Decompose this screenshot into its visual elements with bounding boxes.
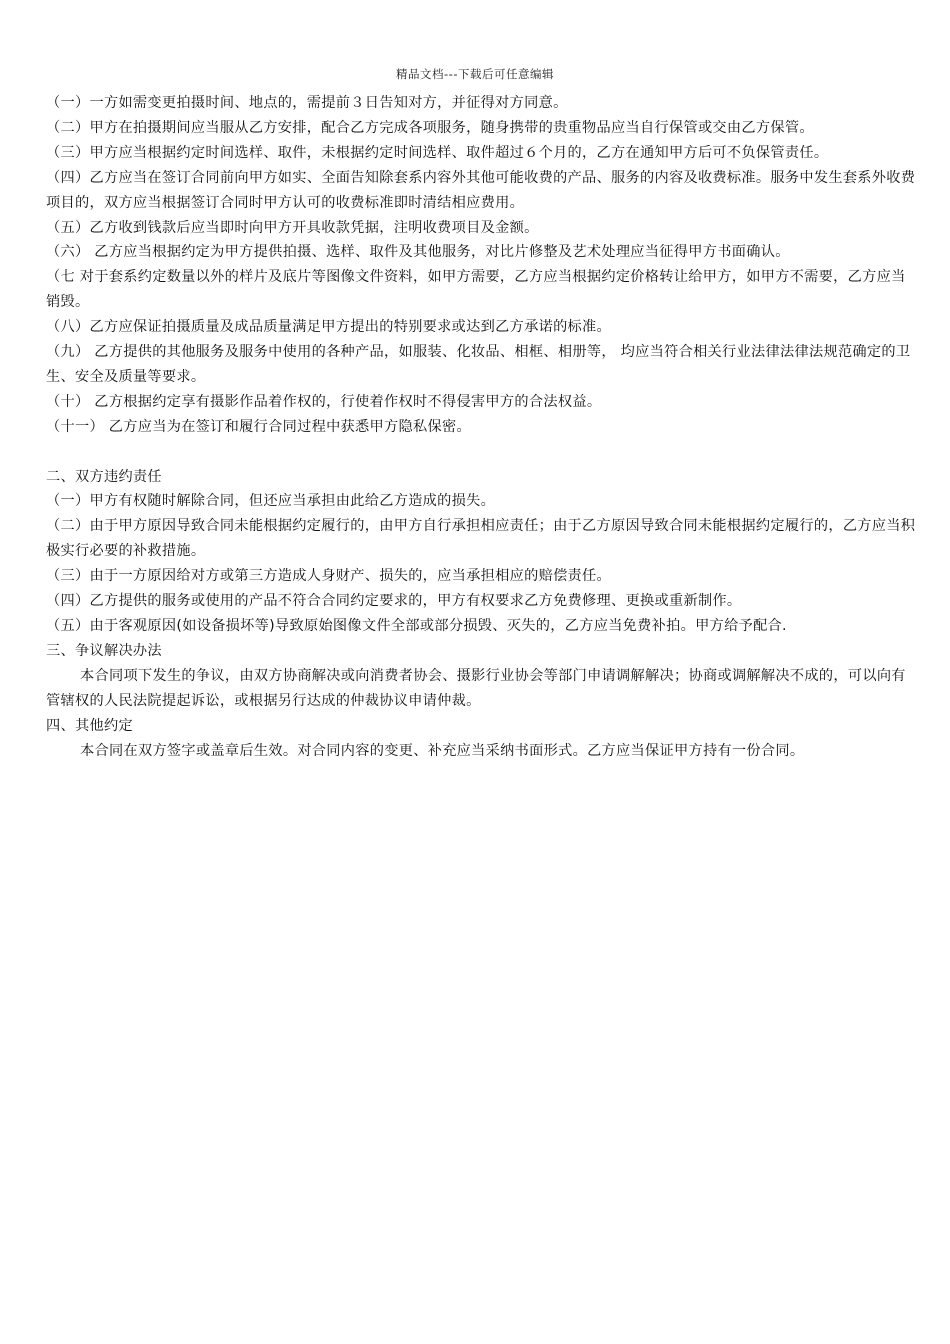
section-3-body: 本合同项下发生的争议，由双方协商解决或向消费者协会、摄影行业协会等部门申请调解解决；协商或调解解决不成的，可以向有管辖权的人民法院提起诉讼，或根据另行达成的仲裁协议申请仲裁。 xyxy=(46,667,906,709)
clause-1-9: （九） 乙方提供的其他服务及服务中使用的各种产品，如服装、化妆品、相框、相册等， 均应当符合相关行业法律法律法规范确定的卫生、安全及质量等要求。 xyxy=(46,344,911,385)
clause-2-5: （五）由于客观原因(如设备损坏等)导致原始图像文件全部或部分损毁、灭失的，乙方应当免费补拍。甲方给予配合. xyxy=(46,618,787,635)
section-4-title: 四、其他约定 xyxy=(46,717,133,734)
section-2-title: 二、双方违约责任 xyxy=(46,468,162,485)
clause-1-1: （一）一方如需变更拍摄时间、地点的，需提前３日告知对方，并征得对方同意。 xyxy=(46,95,568,111)
clause-1-8: （八）乙方应保证拍摄质量及成品质量满足甲方提出的特别要求或达到乙方承诺的标准。 xyxy=(46,319,612,336)
section-4-body: 本合同在双方签字或盖章后生效。对合同内容的变更、补充应当采纳书面形式。乙方应当保证甲方持有一份合同。 xyxy=(80,742,805,759)
clause-1-3: （三）甲方应当根据约定时间选样、取件，未根据约定时间选样、取件超过６个月的，乙方在通知甲方后可不负保管责任。 xyxy=(46,144,829,161)
clause-1-4: （四）乙方应当在签订合同前向甲方如实、全面告知除套系内容外其他可能收费的产品、服务的内容及收费标准。服务中发生套系外收费项目的，双方应当根据签订合同时甲方认可的收费标准即时清结相应费用。 xyxy=(46,169,916,211)
clause-1-6: （六） 乙方应当根据约定为甲方提供拍摄、选样、取件及其他服务，对比片修整及艺术处理应当征得甲方书面确认。 xyxy=(46,244,790,261)
clause-2-3: （三）由于一方原因给对方或第三方造成人身财产、损失的，应当承担相应的赔偿责任。 xyxy=(46,568,612,585)
page-header: 精品文档---下载后可任意编辑 xyxy=(396,67,554,81)
clause-2-2: （二）由于甲方原因导致合同未能根据约定履行的，由甲方自行承担相应责任；由于乙方原因导致合同未能根据约定履行的，乙方应当积极实行必要的补救措施。 xyxy=(46,518,916,560)
clause-2-1: （一）甲方有权随时解除合同，但还应当承担由此给乙方造成的损失。 xyxy=(46,493,496,510)
clause-1-2: （二）甲方在拍摄期间应当服从乙方安排，配合乙方完成各项服务，随身携带的贵重物品应当自行保管或交由乙方保管。 xyxy=(46,119,814,136)
section-3-title: 三、争议解决办法 xyxy=(46,642,162,659)
clause-1-11: （十一） 乙方应当为在签订和履行合同过程中获悉甲方隐私保密。 xyxy=(46,418,471,435)
clause-2-4: （四）乙方提供的服务或使用的产品不符合合同约定要求的，甲方有权要求乙方免费修理、更换或重新制作。 xyxy=(46,593,742,610)
contract-body xyxy=(46,91,916,763)
spacer xyxy=(46,440,916,465)
clause-1-5: （五）乙方收到钱款后应当即时向甲方开具收款凭据，注明收费项目及金额。 xyxy=(46,219,539,236)
clause-1-10: （十） 乙方根据约定享有摄影作品着作权的，行使着作权时不得侵害甲方的合法权益。 xyxy=(46,393,602,410)
clause-1-7: （七 对于套系约定数量以外的样片及底片等图像文件资料，如甲方需要，乙方应当根据约定价格转让给甲方，如甲方不需要，乙方应当销毁。 xyxy=(46,269,906,311)
